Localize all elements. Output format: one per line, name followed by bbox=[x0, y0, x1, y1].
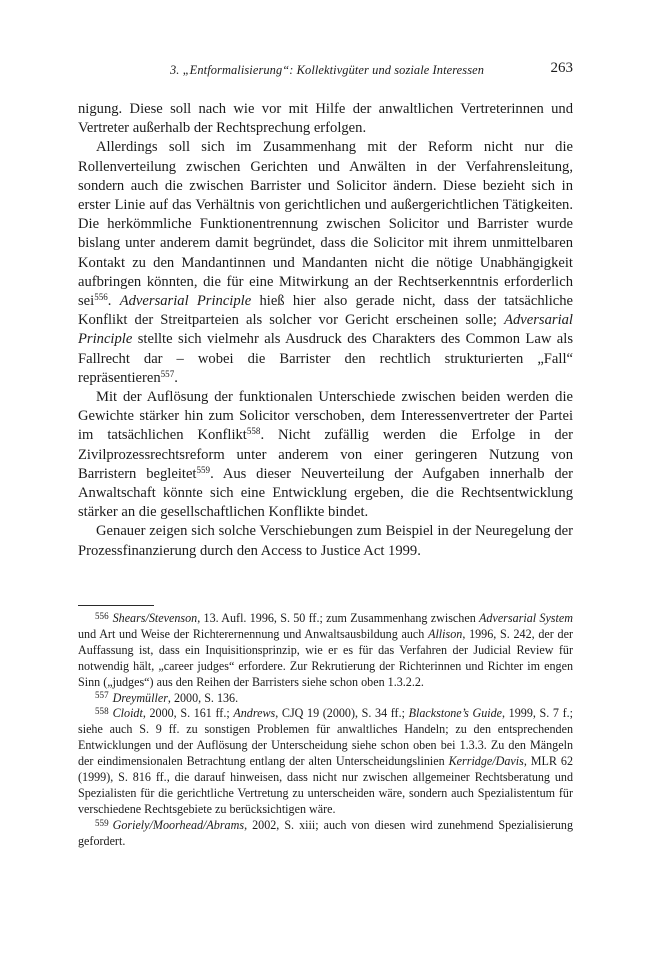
footnote-text: , 13. Aufl. 1996, S. 50 ff.; zum Zusammenhang zwischen bbox=[197, 611, 480, 625]
footnote-ref-557[interactable]: 557 bbox=[160, 368, 175, 379]
author-name: Kerridge/Davis bbox=[448, 754, 524, 769]
paragraph-4: Genauer zeigen sich solche Verschiebungen zum Beispiel in der Neuregelung der Prozessfinanzierung durch den Access to Justice Act 1999. bbox=[78, 523, 573, 559]
footnote-558 bbox=[78, 706, 573, 817]
text-segment: stellte sich vielmehr als Ausdruck des Charakters des Common Law als Fallrecht dar – wobei die Barrister den rechtlich strukturierten „Fall“ repräsentieren bbox=[78, 331, 573, 386]
text-segment: . Nicht zufällig werden die Erfolge in der Zivilprozessrechtsreform unter anderem von einer geringeren Nutzung von Barristern begleitet bbox=[78, 427, 573, 482]
footnote-ref-558[interactable]: 558 bbox=[246, 426, 261, 437]
text-segment: . Aus dieser Neuverteilung der Aufgaben innerhalb der Anwaltschaft könnte sich eine Entwicklung ergeben, die die Rechtsentwicklung stärker an die gesellschaftlichen Konflikte bindet. bbox=[78, 465, 573, 521]
footnote-556 bbox=[78, 611, 573, 691]
footnote-number: 556 bbox=[95, 610, 109, 621]
text-segment: hieß hier also gerade nicht, dass der tatsächliche Konflikt der Streitparteien als solcher vor Gericht erscheinen solle; bbox=[78, 293, 573, 329]
source-title: Blackstone’s Guide bbox=[408, 706, 503, 721]
footnotes bbox=[78, 611, 573, 850]
running-head: 3. „Entformalisierung“: Kollektivgüter und soziale Interessen bbox=[170, 63, 485, 77]
footnote-number: 557 bbox=[95, 690, 109, 701]
author-name: Andrews bbox=[233, 706, 276, 721]
author-name: Dreymüller bbox=[112, 690, 168, 705]
paragraph-2 bbox=[78, 138, 573, 388]
author-name: Allison bbox=[428, 626, 463, 641]
author-name: Shears/Stevenson bbox=[112, 611, 198, 625]
term-adversarial-principle: Adversarial Principle bbox=[119, 293, 252, 310]
footnote-text: , MLR 62 (1999), S. 816 ff., die darauf hinweisen, dass nicht nur zwischen allgemeiner Rechtsberatung und Spezialisten für die gerichtliche Vertretung zu unterscheiden wäre, sondern auch Spezialistentum für verschiedene Rechtsgebiete zu berücksichtigen wäre. bbox=[78, 754, 573, 816]
paragraph-3 bbox=[78, 388, 573, 522]
author-name: Cloidt bbox=[112, 706, 143, 721]
footnote-text: , 1996, S. 242, der der Auffassung ist, dass ein Inquisitionsprinzip, wie er es für das Verfahren der Judicial Review für notwendig hält, „career judges“ erfordere. Zur Rekrutierung der Richterinnen und Richter im engen Sinn („judges“) aus den Reihen der Barristers siehe schon oben 1.3.2.2. bbox=[78, 626, 573, 689]
page-number: 263 bbox=[550, 60, 573, 76]
author-name: Goriely/Moorhead/Abrams bbox=[112, 817, 245, 832]
text-segment: Mit der Auflösung der funktionalen Unterschiede zwischen beiden werden die Gewichte stärker hin zum Solicitor verschoben, dem Interessenvertreter der Partei im tatsächlichen Konflikt bbox=[78, 389, 573, 444]
footnote-ref-559[interactable]: 559 bbox=[196, 464, 211, 475]
footnote-text: , 2002, S. xiii; auch von diesen wird zunehmend Spezialisierung gefordert. bbox=[78, 817, 573, 848]
footnote-number: 558 bbox=[95, 706, 109, 717]
footnote-divider bbox=[78, 605, 154, 606]
footnote-number: 559 bbox=[95, 817, 109, 828]
footnote-text: , CJQ 19 (2000), S. 34 ff.; bbox=[275, 706, 409, 721]
term-adversarial-principle: Adversarial Principle bbox=[78, 312, 573, 348]
main-text bbox=[78, 100, 573, 561]
paragraph-1: nigung. Diese soll nach wie vor mit Hilfe der anwaltlichen Vertreterinnen und Vertreter außerhalb der Rechtsprechung erfolgen. bbox=[78, 101, 573, 137]
page-header bbox=[78, 60, 573, 82]
text-segment: . bbox=[107, 293, 120, 310]
footnote-559 bbox=[78, 818, 573, 850]
text-segment: Allerdings soll sich im Zusammenhang mit der Reform nicht nur die Rollenverteilung zwischen Gerichten und Anwälten in der Verfahrensleitung, sondern auch die zwischen Barrister und Solicitor ändern. Diese bezieht sich in erster Linie auf das Verhältnis von gerichtlichen und außergerichtlichen Tätigkeiten. Die herkömmliche Funktionentrennung zwischen Solicitor und Barrister wurde bislang unter anderem damit begründet, dass die Solicitor mit ihrem unmittelbaren Kontakt zu den Mandantinnen und Mandanten nicht die nötige Unabhängigkeit aufbringen könnten, die für eine Mitwirkung an der Rechtserkenntnis erforderlich sei bbox=[78, 139, 573, 310]
footnote-557 bbox=[78, 691, 573, 707]
footnote-text: , 2000, S. 161 ff.; bbox=[142, 706, 234, 721]
italic-term: Adversarial System bbox=[479, 611, 573, 625]
footnote-ref-556[interactable]: 556 bbox=[94, 292, 108, 303]
text-segment: . bbox=[174, 369, 178, 386]
footnote-text: , 1999, S. 7 f.; siehe auch S. 9 ff. zu sonstigen Problemen für anwaltliches Handeln; zu den entsprechenden Entwicklungen und der Auflösung der Unterscheidung siehe schon oben bei 1.3.3. Zu den Mängeln der eindimensionalen Betrachtung entlang der alten Unterscheidungslinien bbox=[78, 706, 573, 769]
footnote-text: , 2000, S. 136. bbox=[167, 690, 239, 705]
footnote-text: und Art und Weise der Richterernennung und Anwaltsausbildung auch bbox=[78, 626, 429, 641]
